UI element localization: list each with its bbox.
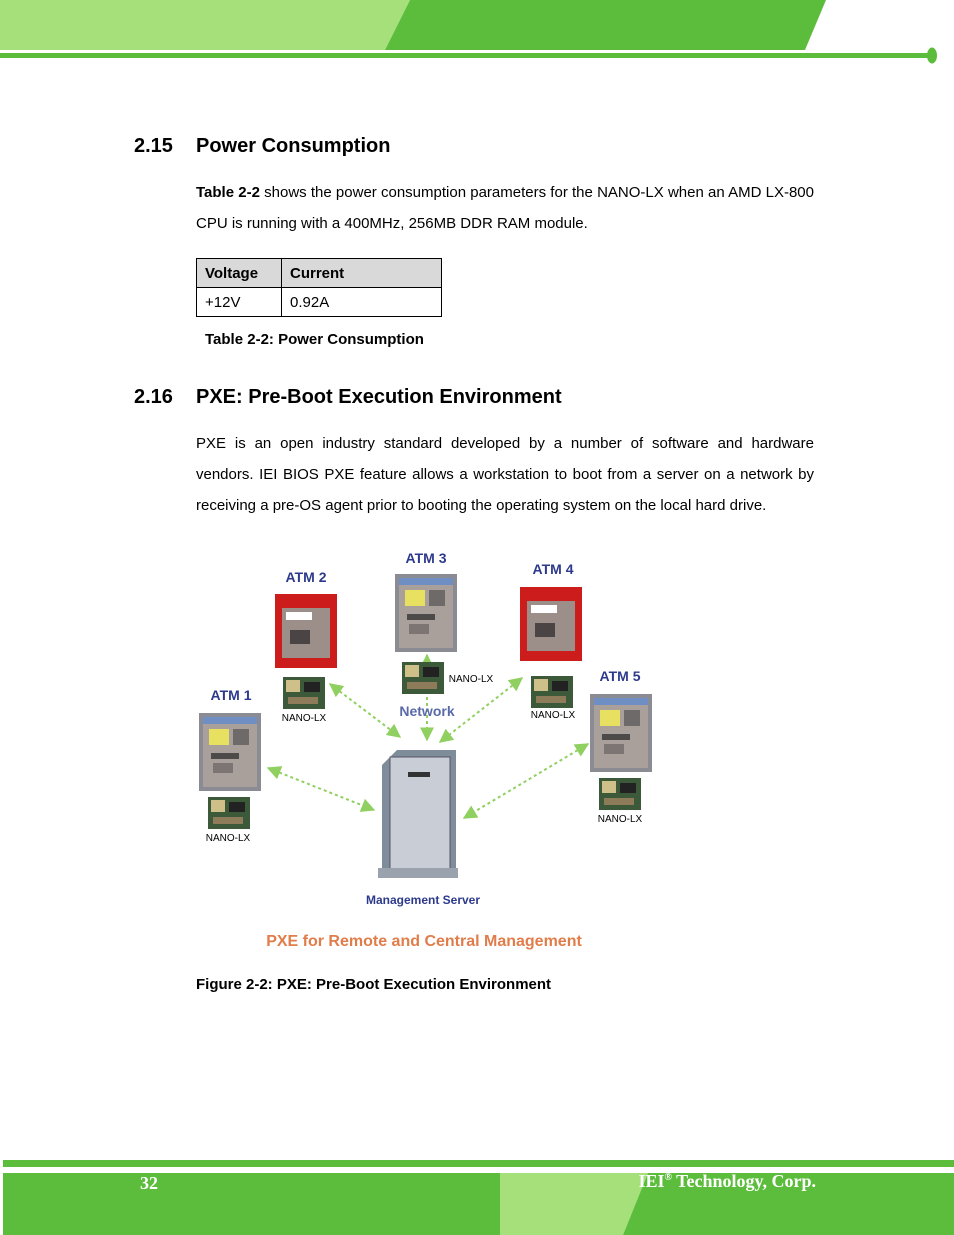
header-banner <box>0 0 954 70</box>
atm-4-group <box>520 561 582 721</box>
atm-label: ATM 1 <box>210 687 252 703</box>
board-label: NANO-LX <box>281 713 327 724</box>
figure-caption: Figure 2-2: PXE: Pre-Boot Execution Environment <box>196 976 552 993</box>
table-cell: +12V <box>197 288 282 317</box>
board-label: NANO-LX <box>597 814 643 825</box>
table-caption: Table 2-2: Power Consumption <box>205 331 424 348</box>
table-row <box>197 288 442 317</box>
table-header-cell: Current <box>282 259 442 288</box>
section-title: Power Consumption <box>196 135 391 157</box>
network-label: Network <box>399 703 455 719</box>
nano-lx-board-icon <box>208 797 250 829</box>
nano-lx-board-icon <box>531 676 573 708</box>
section-title: PXE: Pre-Boot Execution Environment <box>196 386 562 408</box>
table-reference: Table 2-2 <box>196 184 260 201</box>
power-table <box>196 258 442 317</box>
table-cell: 0.92A <box>282 288 442 317</box>
atm-5-group <box>590 668 652 825</box>
atm-label: ATM 2 <box>285 569 327 585</box>
brand-name: IEI <box>638 1171 665 1191</box>
company-brand <box>638 1171 816 1192</box>
page-number: 32 <box>140 1173 158 1193</box>
server-icon <box>378 750 458 878</box>
nano-lx-board-icon <box>599 778 641 810</box>
atm-icon <box>199 713 261 791</box>
atm-3-group <box>395 550 494 694</box>
atm-2-group <box>275 569 337 724</box>
atm-1-group <box>199 687 261 844</box>
board-label: NANO-LX <box>530 710 576 721</box>
registered-mark: ® <box>664 1172 672 1183</box>
table-header-row <box>197 259 442 288</box>
atm-label: ATM 3 <box>405 550 447 566</box>
board-label: NANO-LX <box>448 674 494 685</box>
board-label: NANO-LX <box>205 833 251 844</box>
brand-rest: Technology, Corp. <box>671 1171 816 1191</box>
pxe-network-figure <box>196 540 666 960</box>
section-paragraph: PXE is an open industry standard developed by a number of software and hardware vendors. IEI BIOS PXE feature allows a workstation to boot from a server on a network by receiving a pre-OS agent prior to booting the operating system on the local hard drive. <box>196 435 814 514</box>
section-number: 2.16 <box>134 386 173 408</box>
footer-banner <box>0 1158 954 1235</box>
atm-label: ATM 4 <box>532 561 574 577</box>
section-number: 2.15 <box>134 135 173 157</box>
figure-subtitle: PXE for Remote and Central Management <box>266 933 582 950</box>
nano-lx-board-icon <box>402 662 444 694</box>
atm-icon <box>395 574 457 652</box>
nano-lx-board-icon <box>283 677 325 709</box>
server-label: Management Server <box>365 893 481 907</box>
atm-icon <box>590 694 652 772</box>
atm-label: ATM 5 <box>599 668 641 684</box>
paragraph-text: shows the power consumption parameters for the NANO-LX when an AMD LX-800 CPU is running with a 400MHz, 256MB DDR RAM module. <box>196 184 814 232</box>
section-paragraph <box>196 177 814 239</box>
table-header-cell: Voltage <box>197 259 282 288</box>
